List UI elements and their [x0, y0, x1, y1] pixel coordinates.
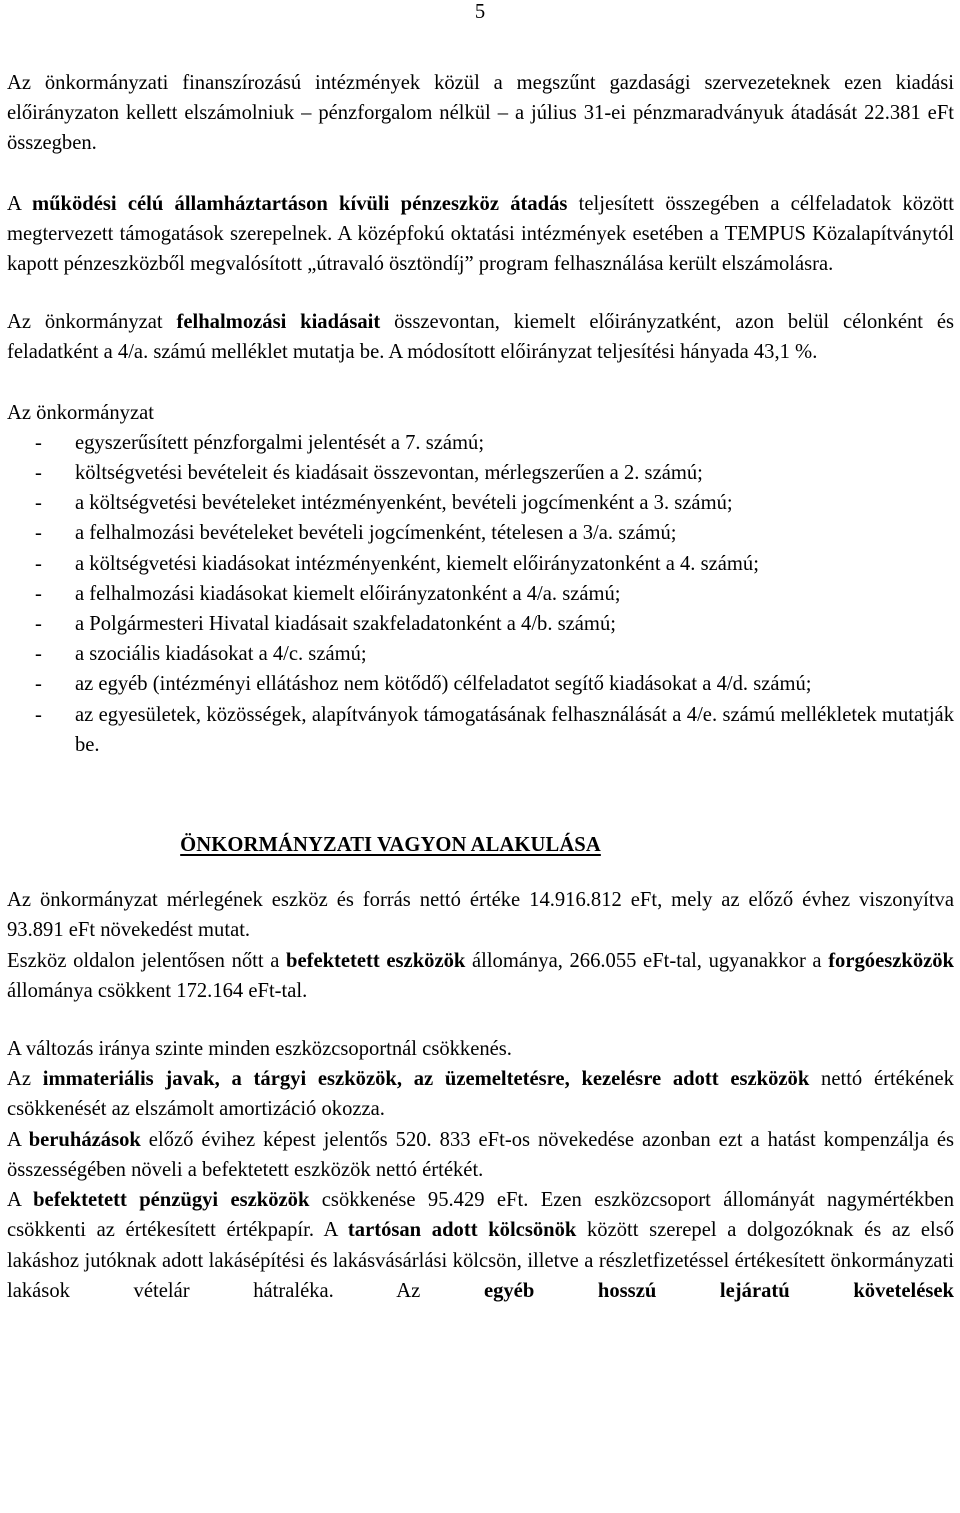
bold-term: forgóeszközök — [828, 949, 955, 972]
list-item: - az egyéb (intézményi ellátáshoz nem kötődő) célfeladatot segítő kiadásokat a 4/d. számú; — [35, 673, 812, 696]
list-item: - a költségvetési bevételeket intézményenként, bevételi jogcímenként a 3. számú; — [35, 492, 733, 515]
paragraph-financial-assets: A befektetett pénzügyi eszközök csökkenése 95.429 eFt. Ezen eszközcsoport állományát nagymértékben csökkenti az értékesített értékpapír. A tartósan adott kölcsönök között szerepel a dolgozóknak és az első lakáshoz jutóknak adott lakásépítési és lakásvásárlási kölcsön, illetve a részletfizetéssel értékesített önkormányzati lakások vételár hátraléka. Az egyéb hosszú lejáratú követelések — [7, 1189, 954, 1302]
paragraph-balance-sheet: Az önkormányzat mérlegének eszköz és forrás nettó értéke 14.916.812 eFt, mely az előző évhez viszonyítva 93.891 eFt növekedést mutat. — [7, 889, 954, 942]
bold-term: befektetett pénzügyi eszközök — [33, 1189, 310, 1212]
list-item: - a költségvetési kiadásokat intézményenként, kiemelt előirányzatonként a 4. számú; — [35, 552, 759, 575]
page-number: 5 — [474, 1, 486, 23]
list-item: - a Polgármesteri Hivatal kiadásait szakfeladatonként a 4/b. számú; — [35, 613, 616, 636]
bold-term: egyéb hosszú lejáratú követelések — [483, 1279, 954, 1302]
paragraph-financing-transfers: Az önkormányzati finanszírozású intézmények közül a megszűnt gazdasági szervezeteknek ezen kiadási előirányzaton kellett elszámolniuk – pénzforgalom nélkül – a július 31-ei pénzmaradványuk átadását 22.381 eFt összegben. — [7, 72, 954, 155]
bold-term: immateriális javak, a tárgyi eszközök, az üzemeltetésre, kezelésre adott eszközök — [42, 1068, 810, 1091]
paragraph-capital-expenditure: Az önkormányzat felhalmozási kiadásait összevontan, kiemelt előirányzatként, azon belül célonként és feladatként a 4/a. számú melléklet mutatja be. A módosított előirányzat teljesítési hányada 43,1 %. — [7, 311, 954, 364]
list-intro: Az önkormányzat — [7, 401, 154, 424]
paragraph-investments: A beruházások előző évihez képest jelentős 520. 833 eFt-os növekedése azonban ezt a hatást kompenzálja és összességében növeli a befektetett eszközök nettó értékét. — [7, 1128, 954, 1181]
bold-term: beruházások — [28, 1128, 141, 1151]
bold-term: tartósan adott kölcsönök — [347, 1219, 577, 1242]
list-item: - a szociális kiadásokat a 4/c. számú; — [35, 643, 367, 666]
bold-term: befektetett eszközök — [286, 949, 466, 972]
bold-term: működési célú államháztartáson kívüli pénzeszköz átadás — [31, 192, 568, 215]
paragraph-change-direction: A változás iránya szinte minden eszközcsoportnál csökkenés. — [7, 1038, 512, 1061]
list-item: - az egyesületek, közösségek, alapítványok támogatásának felhasználását a 4/e. számú mellékletek mutatják be. — [35, 703, 954, 756]
paragraph-intangibles: Az immateriális javak, a tárgyi eszközök, az üzemeltetésre, kezelésre adott eszközök nettó értékének csökkenését az elszámolt amortizáció okozza. — [7, 1068, 954, 1121]
paragraph-assets-change: Eszköz oldalon jelentősen nőtt a befektetett eszközök állománya, 266.055 eFt-tal, ugyanakkor a forgóeszközök állománya csökkent 172.164 eFt-tal. — [7, 949, 955, 1002]
section-heading: ÖNKORMÁNYZATI VAGYON ALAKULÁSA — [180, 834, 601, 857]
page-content — [7, 68, 954, 1306]
list-item: - egyszerűsített pénzforgalmi jelentését a 7. számú; — [35, 431, 485, 454]
list-item: - költségvetési bevételeit és kiadásait összevontan, mérlegszerűen a 2. számú; — [35, 462, 703, 485]
bold-term: felhalmozási kiadásait — [176, 311, 381, 334]
list-item: - a felhalmozási kiadásokat kiemelt előirányzatonként a 4/a. számú; — [35, 582, 621, 605]
appendix-list — [7, 428, 954, 760]
paragraph-operational-transfers: A működési célú államháztartáson kívüli pénzeszköz átadás teljesített összegében a célfeladatok között megtervezett támogatások szerepelnek. A középfokú oktatási intézmények esetében a TEMPUS Közalapítványtól kapott pénzeszközből megvalósított „útravaló ösztöndíj” program felhasználása került elszámolásra. — [7, 192, 954, 276]
list-item: - a felhalmozási bevételeket bevételi jogcímenként, tételesen a 3/a. számú; — [35, 522, 677, 545]
